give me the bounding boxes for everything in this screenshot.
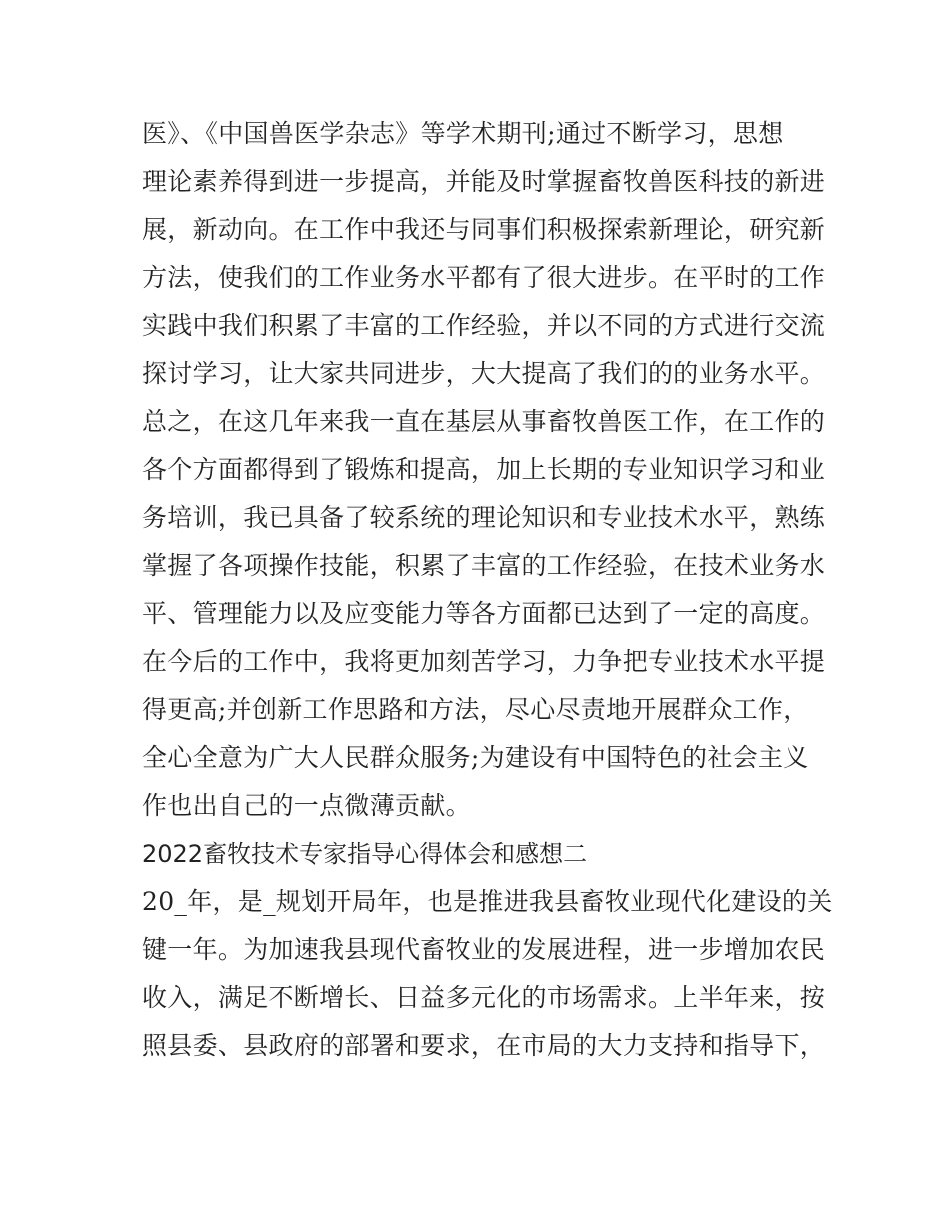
paragraph-line: 探讨学习，让大家共同进步，大大提高了我们的的业务水平。 — [142, 359, 826, 388]
paragraph-line: 20_年，是_规划开局年，也是推进我县畜牧业现代化建设的关 — [142, 887, 833, 916]
paragraph-line: 收入，满足不断增长、日益多元化的市场需求。上半年来，按 — [142, 983, 826, 1012]
paragraph-line: 键一年。为加速我县现代畜牧业的发展进程，进一步增加农民 — [142, 935, 826, 964]
section-heading: 2022畜牧技术专家指导心得体会和感想二 — [142, 840, 588, 868]
paragraph-line: 务培训，我已具备了较系统的理论知识和专业技术水平，熟练 — [142, 503, 826, 532]
paragraph-line: 理论素养得到进一步提高，并能及时掌握畜牧兽医科技的新进 — [142, 167, 826, 196]
paragraph-line: 作也出自己的一点微薄贡献。 — [142, 791, 471, 820]
paragraph-line: 得更高;并创新工作思路和方法，尽心尽责地开展群众工作， — [142, 695, 809, 724]
paragraph-line: 展，新动向。在工作中我还与同事们积极探索新理论，研究新 — [142, 215, 826, 244]
paragraph-line: 方法，使我们的工作业务水平都有了很大进步。在平时的工作 — [142, 263, 826, 292]
paragraph-line: 实践中我们积累了丰富的工作经验，并以不同的方式进行交流 — [142, 311, 826, 340]
paragraph-line: 照县委、县政府的部署和要求，在市局的大力支持和指导下， — [142, 1031, 826, 1060]
paragraph-line: 总之，在这几年来我一直在基层从事畜牧兽医工作，在工作的 — [142, 407, 826, 436]
paragraph-line: 掌握了各项操作技能，积累了丰富的工作经验，在技术业务水 — [142, 551, 826, 580]
paragraph-line: 医》、《中国兽医学杂志》等学术期刊;通过不断学习，思想 — [142, 119, 784, 148]
paragraph-line: 在今后的工作中，我将更加刻苦学习，力争把专业技术水平提 — [142, 647, 826, 676]
paragraph-line: 全心全意为广大人民群众服务;为建设有中国特色的社会主义 — [142, 743, 809, 772]
document-body — [142, 110, 833, 1070]
paragraph-line: 各个方面都得到了锻炼和提高，加上长期的专业知识学习和业 — [142, 455, 826, 484]
paragraph-line: 平、管理能力以及应变能力等各方面都已达到了一定的高度。 — [142, 599, 826, 628]
